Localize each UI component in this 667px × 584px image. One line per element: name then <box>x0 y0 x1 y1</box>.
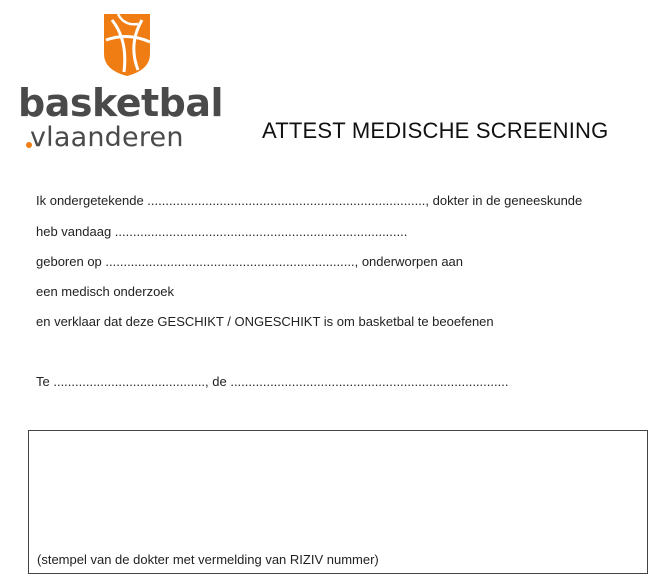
line-onderzoek: een medisch onderzoek <box>36 284 175 299</box>
line-ondergetekende: Ik ondergetekende ............................................................................., dokter in de geneeskunde <box>36 193 583 208</box>
line-vandaag: heb vandaag ................................................................................. <box>36 224 408 239</box>
stamp-label: (stempel van de dokter met vermelding van RIZIV nummer) <box>37 552 379 567</box>
stamp-box <box>28 430 648 574</box>
line-plaats-datum: Te .........................................., de ............................................................................. <box>36 374 509 389</box>
line-geboren: geboren op ....................................................................., onderworpen aan <box>36 254 464 269</box>
logo-wordmark-basketbal: basketbal <box>18 81 224 125</box>
page-title: ATTEST MEDISCHE SCREENING <box>262 118 609 143</box>
logo-wordmark-vlaanderen: vlaanderen <box>30 122 184 153</box>
basketball-icon <box>98 10 156 80</box>
logo <box>18 6 224 153</box>
line-verklaring: en verklaar dat deze GESCHIKT / ONGESCHIKT is om basketbal te beoefenen <box>36 314 494 329</box>
